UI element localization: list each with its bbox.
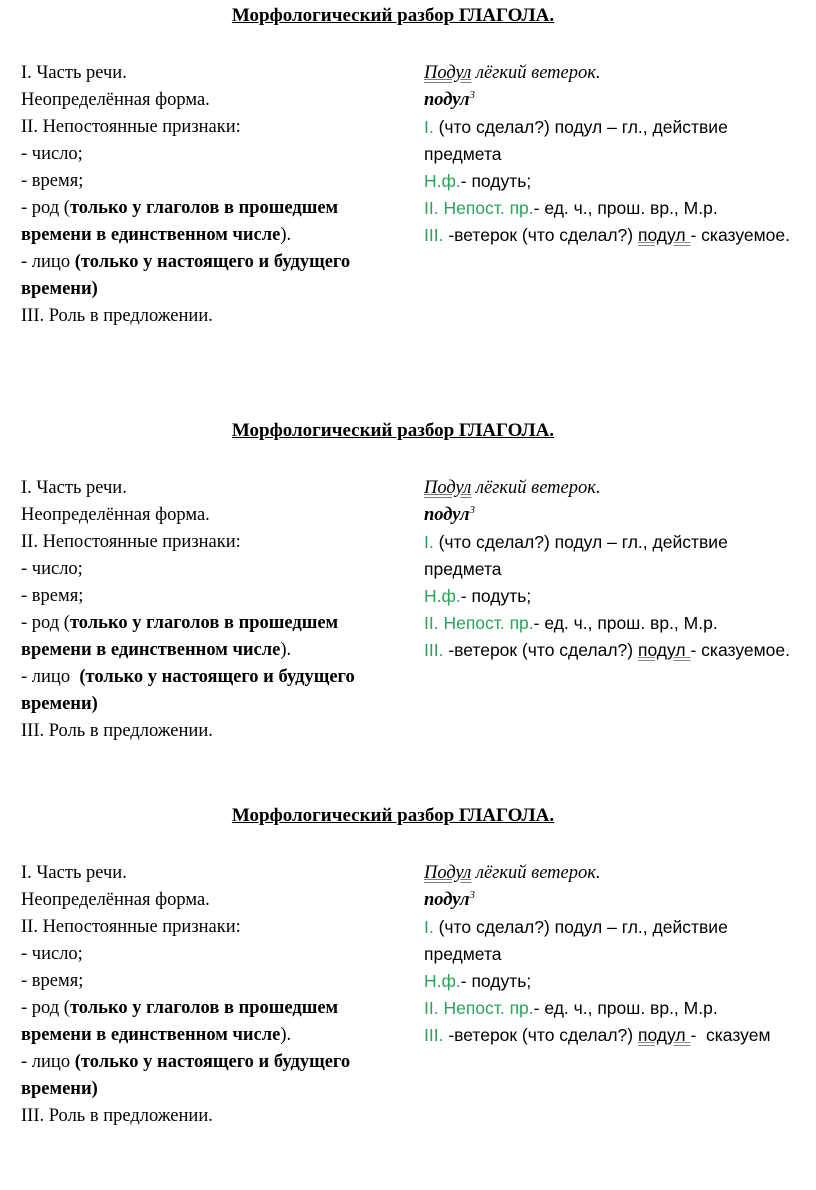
word: подул bbox=[424, 90, 470, 110]
text: - лицо bbox=[21, 667, 80, 687]
section-title: Морфологический разбор ГЛАГОЛА. bbox=[231, 5, 555, 26]
underlined-word: подул bbox=[637, 1025, 691, 1045]
line bbox=[21, 195, 406, 249]
sentence bbox=[424, 475, 794, 502]
text: (что сделал?) подул – гл., действие предмета bbox=[424, 117, 728, 164]
text: - лицо bbox=[21, 252, 75, 272]
line: I. Часть речи. bbox=[21, 863, 127, 883]
green-label: III. bbox=[424, 640, 444, 660]
line: III. Роль в предложении. bbox=[21, 1106, 213, 1126]
text: лёгкий ветерок. bbox=[471, 863, 601, 883]
line bbox=[424, 583, 794, 610]
line: - число; bbox=[21, 144, 83, 164]
right-column bbox=[424, 860, 794, 1049]
underlined-word: Подул bbox=[424, 478, 472, 498]
line bbox=[21, 610, 406, 664]
line: I. Часть речи. bbox=[21, 478, 127, 498]
line: Неопределённая форма. bbox=[21, 505, 210, 525]
underlined-word: подул bbox=[637, 640, 691, 660]
line bbox=[424, 995, 794, 1022]
text: - подуть; bbox=[460, 586, 532, 606]
text: (что сделал?) подул – гл., действие предмета bbox=[424, 532, 728, 579]
line: III. Роль в предложении. bbox=[21, 721, 213, 741]
word: подул bbox=[424, 505, 470, 525]
bold-text: (только у настоящего и будущего времени) bbox=[21, 667, 355, 714]
underlined-word: подул bbox=[637, 225, 691, 245]
green-label: II. Непост. пр. bbox=[424, 198, 534, 218]
left-column bbox=[21, 860, 406, 1130]
text: -ветерок (что сделал?) bbox=[443, 225, 638, 245]
right-column bbox=[424, 60, 794, 249]
section-title: Морфологический разбор ГЛАГОЛА. bbox=[231, 805, 555, 826]
line: II. Непостоянные признаки: bbox=[21, 532, 241, 552]
line: Неопределённая форма. bbox=[21, 90, 210, 110]
line bbox=[21, 995, 406, 1049]
green-label: I. bbox=[424, 917, 434, 937]
analyzed-word bbox=[424, 887, 794, 914]
green-label: I. bbox=[424, 117, 434, 137]
parse-block-3 bbox=[0, 803, 816, 1183]
line bbox=[424, 529, 794, 583]
bold-text: только у глаголов в прошедшем времени в единственном числе bbox=[21, 198, 339, 245]
bold-text: (только у настоящего и будущего времени) bbox=[21, 252, 351, 299]
text: лёгкий ветерок. bbox=[471, 63, 601, 83]
text: ). bbox=[280, 640, 292, 660]
line bbox=[424, 195, 794, 222]
line bbox=[424, 1022, 794, 1049]
text: - сказуем bbox=[690, 1025, 771, 1045]
sentence bbox=[424, 860, 794, 887]
parse-block-2 bbox=[0, 418, 816, 798]
green-label: II. Непост. пр. bbox=[424, 613, 534, 633]
line: III. Роль в предложении. bbox=[21, 306, 213, 326]
section-title: Морфологический разбор ГЛАГОЛА. bbox=[231, 420, 555, 441]
line bbox=[424, 968, 794, 995]
green-label: Н.ф. bbox=[424, 586, 461, 606]
text: - род ( bbox=[21, 198, 70, 218]
bold-text: только у глаголов в прошедшем времени в единственном числе bbox=[21, 613, 339, 660]
left-column bbox=[21, 475, 406, 745]
text: - подуть; bbox=[460, 171, 532, 191]
green-label: II. Непост. пр. bbox=[424, 998, 534, 1018]
left-column bbox=[21, 60, 406, 330]
green-label: Н.ф. bbox=[424, 971, 461, 991]
text: - сказуемое. bbox=[690, 225, 790, 245]
line: - время; bbox=[21, 171, 84, 191]
text: (что сделал?) подул – гл., действие предмета bbox=[424, 917, 728, 964]
sentence bbox=[424, 60, 794, 87]
word: подул bbox=[424, 890, 470, 910]
text: - сказуемое. bbox=[690, 640, 790, 660]
text: -ветерок (что сделал?) bbox=[443, 640, 638, 660]
line bbox=[424, 914, 794, 968]
line bbox=[424, 222, 794, 249]
green-label: Н.ф. bbox=[424, 171, 461, 191]
text: - род ( bbox=[21, 998, 70, 1018]
parse-block-1 bbox=[0, 3, 816, 383]
green-label: III. bbox=[424, 1025, 444, 1045]
underlined-word: Подул bbox=[424, 63, 472, 83]
line: I. Часть речи. bbox=[21, 63, 127, 83]
line bbox=[424, 168, 794, 195]
green-label: III. bbox=[424, 225, 444, 245]
text: ). bbox=[280, 225, 292, 245]
text: ). bbox=[280, 1025, 292, 1045]
analyzed-word bbox=[424, 87, 794, 114]
line bbox=[21, 664, 406, 718]
line: Неопределённая форма. bbox=[21, 890, 210, 910]
line bbox=[21, 1049, 406, 1103]
line bbox=[424, 637, 794, 664]
text: - лицо bbox=[21, 1052, 75, 1072]
analyzed-word bbox=[424, 502, 794, 529]
text: -ветерок (что сделал?) bbox=[443, 1025, 638, 1045]
line: II. Непостоянные признаки: bbox=[21, 117, 241, 137]
bold-text: (только у настоящего и будущего времени) bbox=[21, 1052, 351, 1099]
line bbox=[21, 249, 406, 303]
line: - время; bbox=[21, 586, 84, 606]
bold-text: только у глаголов в прошедшем времени в единственном числе bbox=[21, 998, 339, 1045]
right-column bbox=[424, 475, 794, 664]
text: - подуть; bbox=[460, 971, 532, 991]
line: - число; bbox=[21, 559, 83, 579]
line bbox=[424, 610, 794, 637]
text: лёгкий ветерок. bbox=[471, 478, 601, 498]
text: - род ( bbox=[21, 613, 70, 633]
green-label: I. bbox=[424, 532, 434, 552]
underlined-word: Подул bbox=[424, 863, 472, 883]
line: II. Непостоянные признаки: bbox=[21, 917, 241, 937]
text: - ед. ч., прош. вр., М.р. bbox=[533, 998, 718, 1018]
line: - число; bbox=[21, 944, 83, 964]
superscript: 3 bbox=[469, 88, 475, 101]
text: - ед. ч., прош. вр., М.р. bbox=[533, 613, 718, 633]
text: - ед. ч., прош. вр., М.р. bbox=[533, 198, 718, 218]
superscript: 3 bbox=[469, 503, 475, 516]
superscript: 3 bbox=[469, 888, 475, 901]
line: - время; bbox=[21, 971, 84, 991]
line bbox=[424, 114, 794, 168]
